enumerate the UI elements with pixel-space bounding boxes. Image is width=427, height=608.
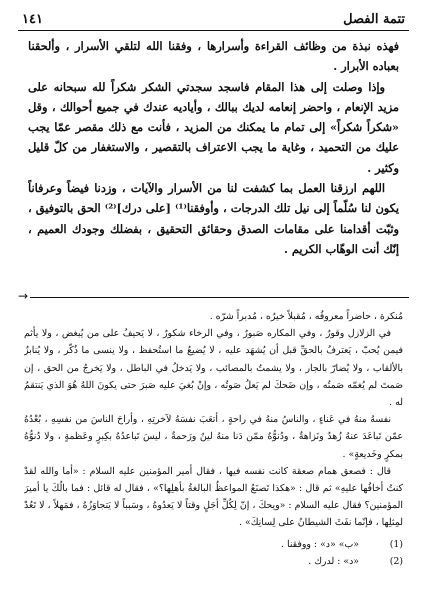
footnote-number: (1) (389, 538, 403, 550)
main-paragraph: وإذا وصلت إلى هذا المقام فاسجد سجدتي الشكر شكراً لله سبحانه على مزيد الإنعام ، واحضر إنعامه لديك ببالك ، وأياديه عندك في جميع أحوالك ، وقل «شكراً شكراً» إلى تمام ما يمكنك من المزيد ، فأنت مع ذلك مقصر عمّا يجب عليك من التحميد ، وغاية ما يجب الاعتراف بالتقصير ، والاستغفار من كلّ قليل وكثير . (28, 79, 399, 175)
footnote-paragraph: مُنكرة ، حاضراً معروفُه ، مُقبلاً خيرُه ، مُدبراً شرّه . (209, 311, 403, 322)
footnote-number: (2) (389, 555, 403, 567)
main-text (28, 36, 399, 286)
page-number: ١٤١ (22, 12, 43, 27)
footnote-paragraph: نفسهُ منهُ في عَناءٍ ، والناسُ منهُ في راحةٍ ، أتعَبَ نفسَهُ لآخرتِهِ ، وأراحَ الناسَ من نفسِهِ ، بُعْدُهُ عمّن تَباعَدَ عنهُ زُهدٌ ونَزاهةٌ ، ودُنوُّهُ ممّن دَنا منهُ لينٌ ورَحمةٌ ، ليسَ تَباعدُهُ بكِبرٍ وعَظمةٍ ، ولا دُنوُّهُ بمكرٍ وخَديعةٍ» . (24, 414, 403, 460)
header-rule (18, 30, 409, 31)
main-paragraph: اللهم ارزقنا العمل بما كشفت لنا من الأسرار والآيات ، وزدنا فيضاً وعرفاناً يكون لنا سُلّماً إلى نيل تلك الدرجات ، وأوفقنا⁽¹⁾ [على درك]⁽²⁾ الحق بالتوفيق ، وثبّت أقدامنا على مقامات الصدق وحقائق التحقيق ، بفضلك وجودك العميم ، إنّك أنت الوهّاب الكريم . (28, 181, 399, 256)
footnote-area (24, 308, 403, 598)
arrow-right-icon: → (18, 289, 29, 303)
footnote-item (24, 536, 403, 553)
footnote-text: «د» : لدرك . (308, 555, 359, 567)
footnotes-list (24, 536, 403, 570)
footnote-paragraph: قال : فصعق همام صعقة كانت نفسه فيها ، فقال أمير المؤمنين عليه السلام : «أما والله لقدْ كنتُ أخافُها عليهِ» ثم قال : «هكذا تَصنَعُ المواعظُ البالغةُ بأهلِها؟» ، فقال له قائل : فما بالُكَ يا أميرَ المؤمنين؟ فقال عليه السلام : «ويحكَ ، إنّ لِكُلِّ أجَلٍ وقتاً لا يَعدُوهُ ، وسَبباً لا يَتجاوَزُهُ ، فمَهلاً ، لا تَعُدْ لمِثلِها ، فإنّما نفَثَ الشيطانُ على لِسانِكَ» . (24, 465, 403, 529)
page-header (22, 6, 405, 28)
separator-line (30, 297, 409, 298)
main-paragraph: فهذه نبذة من وظائف القراءة وأسرارها ، وفقنا الله لتلقي الأسرار ، وألحقنا بعباده الأبرار . (28, 39, 399, 74)
footnote-item (24, 553, 403, 570)
footnote-text: «ب» «د» : ووفقنا . (281, 538, 359, 550)
footnote-separator (18, 289, 409, 303)
running-title: تتمة الفصل (343, 12, 405, 27)
footnote-paragraph: في الزلازل وقورٌ ، وفي المكاره صَبورٌ ، وفي الرخاء شكورٌ ، لا يَحيفُ على من يُبغض ، ولا يأثم فيمن يُحبّ ، يَعترفُ بالحقِّ قبل أن يُشهَد عليه ، لا يُضيعُ ما استُحفظ ، ولا ينسى ما ذُكّر ، ولا يُنابزُ بالألقاب ، ولا يُضارّ بالجار ، ولا يشمتُ بالمصائب ، ولا يَدخلُ في الباطل ، ولا يَخرجُ من الحق ، إن صَمتَ لم يُغمّه صَمتُه ، وإن ضَحكَ لم يَعلُ صَوتُه ، وإنْ بُغيَ عليه صَبرَ حتى يكونَ اللهُ هُوَ الذي يَنتقمُ له . (24, 328, 403, 409)
